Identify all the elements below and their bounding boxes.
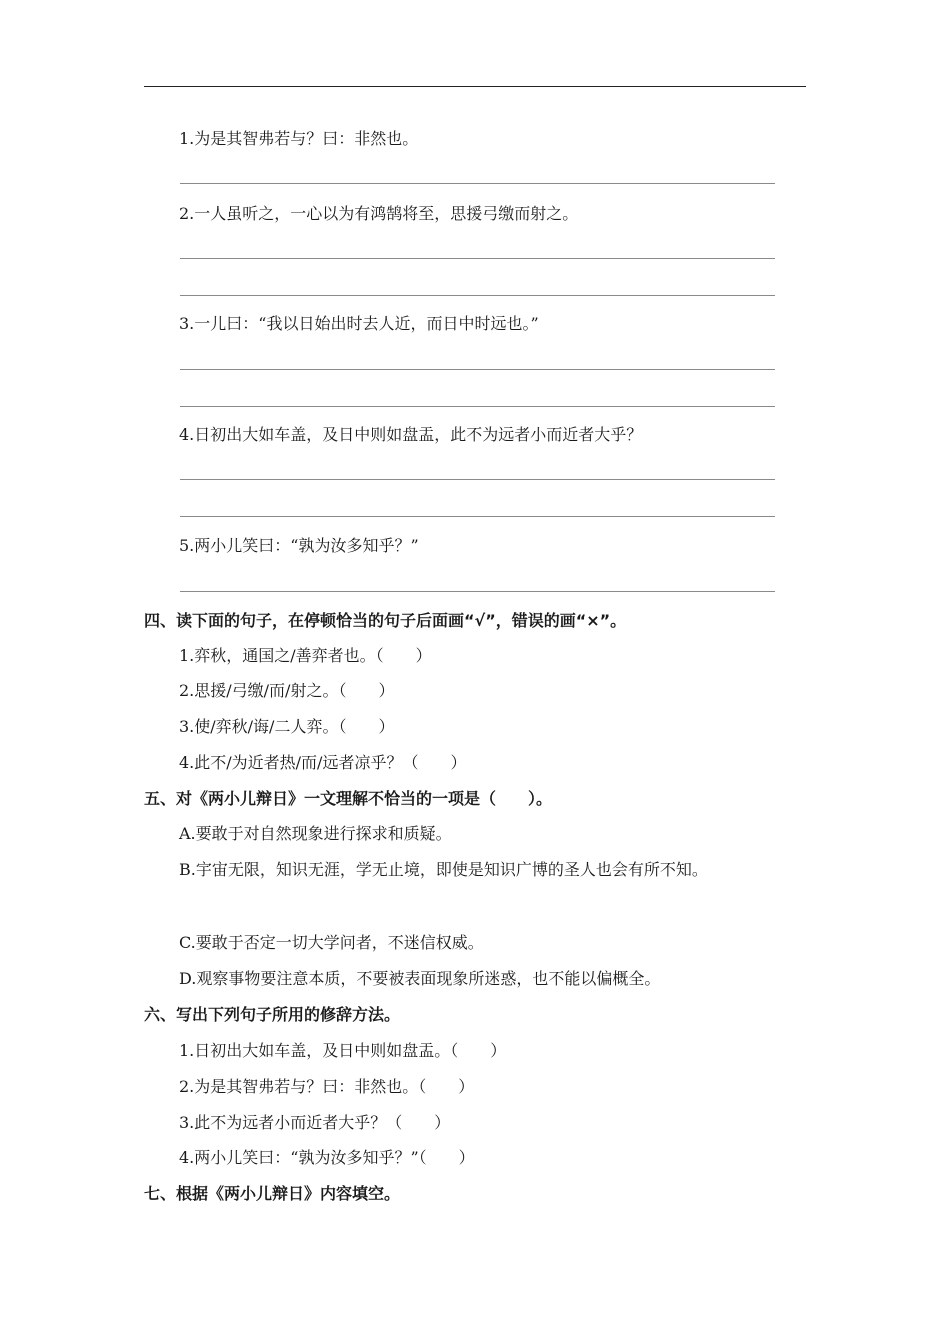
rhetoric-item-1: 1.日初出大如车盖，及日中则如盘盂。（ ） — [179, 1041, 507, 1060]
answer-line[interactable] — [180, 479, 775, 480]
option-c: C.要敢于否定一切大学问者，不迷信权威。 — [179, 933, 484, 952]
translate-item-2: 2.一人虽听之，一心以为有鸿鹄将至，思援弓缴而射之。 — [179, 204, 579, 223]
translate-item-1: 1.为是其智弗若与？曰：非然也。 — [179, 129, 419, 148]
answer-line[interactable] — [180, 591, 775, 592]
answer-line[interactable] — [180, 258, 775, 259]
section-seven-title: 七、根据《两小儿辩日》内容填空。 — [144, 1184, 401, 1203]
option-d: D.观察事物要注意本质，不要被表面现象所迷惑，也不能以偏概全。 — [179, 969, 661, 988]
pause-item-3: 3.使/弈秋/诲/二人弈。（ ） — [179, 717, 395, 736]
option-b: B.宇宙无限，知识无涯，学无止境，即使是知识广博的圣人也会有所不知。 — [179, 860, 708, 879]
answer-line[interactable] — [180, 369, 775, 370]
rhetoric-item-2: 2.为是其智弗若与？曰：非然也。（ ） — [179, 1077, 475, 1096]
pause-item-2: 2.思援/弓缴/而/射之。（ ） — [179, 681, 395, 700]
answer-line[interactable] — [180, 516, 775, 517]
section-five-title: 五、对《两小儿辩日》一文理解不恰当的一项是（ ）。 — [144, 789, 553, 808]
answer-line[interactable] — [180, 295, 775, 296]
option-a: A.要敢于对自然现象进行探求和质疑。 — [179, 824, 452, 843]
pause-item-4: 4.此不/为近者热/而/远者凉乎？（ ） — [179, 753, 467, 772]
rhetoric-item-4: 4.两小儿笑曰：“孰为汝多知乎？”（ ） — [179, 1148, 475, 1167]
section-four-title: 四、读下面的句子，在停顿恰当的句子后面画“√”，错误的画“×”。 — [144, 611, 627, 630]
translate-item-3: 3.一儿曰：“我以日始出时去人近，而日中时远也。” — [179, 314, 539, 333]
header-rule — [144, 86, 806, 87]
answer-line[interactable] — [180, 406, 775, 407]
pause-item-1: 1.弈秋，通国之/善弈者也。（ ） — [179, 646, 432, 665]
answer-line[interactable] — [180, 183, 775, 184]
section-six-title: 六、写出下列句子所用的修辞方法。 — [144, 1005, 401, 1024]
translate-item-5: 5.两小儿笑曰：“孰为汝多知乎？” — [179, 536, 419, 555]
translate-item-4: 4.日初出大如车盖，及日中则如盘盂，此不为远者小而近者大乎？ — [179, 425, 643, 444]
rhetoric-item-3: 3.此不为远者小而近者大乎？（ ） — [179, 1113, 451, 1132]
